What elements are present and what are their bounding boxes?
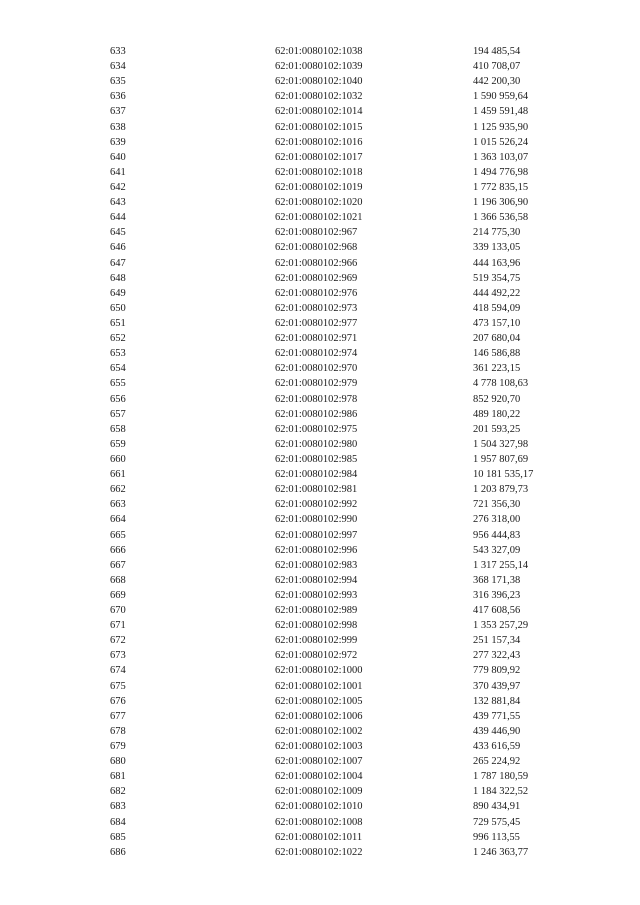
cadastral-number-cell: 62:01:0080102:996: [275, 544, 358, 556]
row-number-cell: 679: [110, 741, 126, 753]
table-row: [110, 44, 583, 59]
cadastral-number-cell: 62:01:0080102:1022: [275, 846, 363, 858]
table-row: [110, 286, 583, 301]
cadastral-number-cell: 62:01:0080102:1021: [275, 212, 363, 224]
table-row: [110, 573, 583, 588]
table-row: [110, 543, 583, 558]
cadastral-value-cell: 1 184 322,52: [473, 786, 529, 798]
cadastral-number-cell: 62:01:0080102:1003: [275, 741, 363, 753]
table-row: [110, 618, 583, 633]
cadastral-value-cell: 265 224,92: [473, 756, 521, 768]
cadastral-value-cell: 890 434,91: [473, 801, 521, 813]
cadastral-value-cell: 1 459 591,48: [473, 106, 529, 118]
row-number-cell: 667: [110, 559, 126, 571]
cadastral-value-cell: 1 494 776,98: [473, 166, 529, 178]
table-row: [110, 376, 583, 391]
cadastral-number-cell: 62:01:0080102:973: [275, 302, 358, 314]
row-number-cell: 646: [110, 242, 126, 254]
row-number-cell: 636: [110, 91, 126, 103]
cadastral-value-cell: 1 590 959,64: [473, 91, 529, 103]
cadastral-number-cell: 62:01:0080102:1007: [275, 756, 363, 768]
table-row: [110, 482, 583, 497]
cadastral-value-cell: 146 586,88: [473, 348, 521, 360]
row-number-cell: 640: [110, 151, 126, 163]
row-number-cell: 665: [110, 529, 126, 541]
table-row: [110, 407, 583, 422]
row-number-cell: 645: [110, 227, 126, 239]
cadastral-value-cell: 996 113,55: [473, 831, 520, 843]
cadastral-number-cell: 62:01:0080102:971: [275, 333, 358, 345]
cadastral-value-cell: 277 322,43: [473, 650, 521, 662]
row-number-cell: 661: [110, 469, 126, 481]
cadastral-number-cell: 62:01:0080102:1039: [275, 61, 363, 73]
cadastral-number-cell: 62:01:0080102:986: [275, 408, 358, 420]
table-row: [110, 588, 583, 603]
table-row: [110, 512, 583, 527]
row-number-cell: 658: [110, 423, 126, 435]
table-row: [110, 256, 583, 271]
row-number-cell: 651: [110, 317, 126, 329]
cadastral-number-cell: 62:01:0080102:970: [275, 363, 358, 375]
table-row: [110, 104, 583, 119]
row-number-cell: 657: [110, 408, 126, 420]
row-number-cell: 670: [110, 605, 126, 617]
cadastral-number-cell: 62:01:0080102:998: [275, 620, 358, 632]
cadastral-value-cell: 194 485,54: [473, 46, 521, 57]
cadastral-number-cell: 62:01:0080102:1006: [275, 710, 363, 722]
cadastral-value-cell: 956 444,83: [473, 529, 521, 541]
cadastral-value-cell: 779 809,92: [473, 665, 521, 677]
cadastral-number-cell: 62:01:0080102:983: [275, 559, 358, 571]
table-row: [110, 74, 583, 89]
row-number-cell: 649: [110, 287, 126, 299]
cadastral-number-cell: 62:01:0080102:969: [275, 272, 358, 284]
cadastral-number-cell: 62:01:0080102:967: [275, 227, 358, 239]
table-row: [110, 316, 583, 331]
table-row: [110, 59, 583, 74]
cadastral-number-cell: 62:01:0080102:993: [275, 589, 358, 601]
cadastral-number-cell: 62:01:0080102:1010: [275, 801, 363, 813]
row-number-cell: 674: [110, 665, 126, 677]
row-number-cell: 663: [110, 499, 126, 511]
cadastral-number-cell: 62:01:0080102:984: [275, 469, 358, 481]
row-number-cell: 638: [110, 121, 126, 133]
cadastral-value-cell: 1 196 306,90: [473, 197, 529, 209]
table-row: [110, 724, 583, 739]
row-number-cell: 659: [110, 438, 126, 450]
cadastral-value-cell: 339 133,05: [473, 242, 521, 254]
row-number-cell: 637: [110, 106, 126, 118]
cadastral-value-cell: 418 594,09: [473, 302, 521, 314]
cadastral-value-cell: 1 353 257,29: [473, 620, 529, 632]
row-number-cell: 680: [110, 756, 126, 768]
cadastral-number-cell: 62:01:0080102:975: [275, 423, 358, 435]
row-number-cell: 678: [110, 725, 126, 737]
cadastral-value-cell: 852 920,70: [473, 393, 521, 405]
cadastral-value-cell: 1 363 103,07: [473, 151, 529, 163]
cadastral-number-cell: 62:01:0080102:1001: [275, 680, 363, 692]
row-number-cell: 686: [110, 846, 126, 858]
row-number-cell: 683: [110, 801, 126, 813]
cadastral-number-cell: 62:01:0080102:1000: [275, 665, 363, 677]
cadastral-value-cell: 1 504 327,98: [473, 438, 529, 450]
table-row: [110, 769, 583, 784]
table-row: [110, 392, 583, 407]
cadastral-value-table: [110, 44, 583, 860]
row-number-cell: 644: [110, 212, 126, 224]
cadastral-number-cell: 62:01:0080102:990: [275, 514, 358, 526]
cadastral-number-cell: 62:01:0080102:1004: [275, 771, 363, 783]
cadastral-number-cell: 62:01:0080102:1009: [275, 786, 363, 798]
table-row: [110, 709, 583, 724]
table-row: [110, 135, 583, 150]
cadastral-number-cell: 62:01:0080102:1032: [275, 91, 363, 103]
cadastral-value-cell: 276 318,00: [473, 514, 521, 526]
row-number-cell: 675: [110, 680, 126, 692]
cadastral-value-cell: 1 203 879,73: [473, 484, 529, 496]
cadastral-value-cell: 1 317 255,14: [473, 559, 529, 571]
table-row: [110, 210, 583, 225]
cadastral-value-cell: 729 575,45: [473, 816, 521, 828]
cadastral-number-cell: 62:01:0080102:980: [275, 438, 358, 450]
table-row: [110, 120, 583, 135]
table-row: [110, 754, 583, 769]
cadastral-value-cell: 316 396,23: [473, 589, 521, 601]
table-row: [110, 679, 583, 694]
cadastral-value-cell: 489 180,22: [473, 408, 521, 420]
cadastral-number-cell: 62:01:0080102:1018: [275, 166, 363, 178]
cadastral-number-cell: 62:01:0080102:974: [275, 348, 358, 360]
cadastral-value-cell: 251 157,34: [473, 635, 521, 647]
row-number-cell: 666: [110, 544, 126, 556]
table-row: [110, 165, 583, 180]
cadastral-value-cell: 1 787 180,59: [473, 771, 529, 783]
row-number-cell: 662: [110, 484, 126, 496]
table-row: [110, 467, 583, 482]
row-number-cell: 634: [110, 61, 126, 73]
cadastral-value-cell: 132 881,84: [473, 695, 521, 707]
row-number-cell: 668: [110, 574, 126, 586]
cadastral-number-cell: 62:01:0080102:1040: [275, 76, 363, 88]
cadastral-value-cell: 1 366 536,58: [473, 212, 529, 224]
cadastral-value-cell: 444 492,22: [473, 287, 521, 299]
cadastral-value-cell: 1 957 807,69: [473, 453, 529, 465]
cadastral-number-cell: 62:01:0080102:994: [275, 574, 358, 586]
row-number-cell: 654: [110, 363, 126, 375]
cadastral-value-cell: 721 356,30: [473, 499, 521, 511]
table-row: [110, 815, 583, 830]
row-number-cell: 648: [110, 272, 126, 284]
row-number-cell: 647: [110, 257, 126, 269]
table-row: [110, 799, 583, 814]
cadastral-value-cell: 201 593,25: [473, 423, 521, 435]
table-row: [110, 180, 583, 195]
table-row: [110, 150, 583, 165]
table-row: [110, 497, 583, 512]
row-number-cell: 684: [110, 816, 126, 828]
cadastral-value-cell: 442 200,30: [473, 76, 521, 88]
table-row: [110, 845, 583, 860]
cadastral-number-cell: 62:01:0080102:1011: [275, 831, 363, 843]
table-row: [110, 225, 583, 240]
row-number-cell: 671: [110, 620, 126, 632]
cadastral-number-cell: 62:01:0080102:979: [275, 378, 358, 390]
table-row: [110, 558, 583, 573]
cadastral-number-cell: 62:01:0080102:1015: [275, 121, 363, 133]
table-row: [110, 422, 583, 437]
cadastral-number-cell: 62:01:0080102:981: [275, 484, 358, 496]
table-row: [110, 271, 583, 286]
row-number-cell: 656: [110, 393, 126, 405]
cadastral-value-cell: 543 327,09: [473, 544, 521, 556]
cadastral-value-cell: 214 775,30: [473, 227, 521, 239]
cadastral-value-cell: 410 708,07: [473, 61, 521, 73]
table-row: [110, 603, 583, 618]
cadastral-number-cell: 62:01:0080102:1038: [275, 46, 363, 57]
row-number-cell: 677: [110, 710, 126, 722]
cadastral-number-cell: 62:01:0080102:1017: [275, 151, 363, 163]
table-row: [110, 437, 583, 452]
row-number-cell: 685: [110, 831, 126, 843]
cadastral-number-cell: 62:01:0080102:1019: [275, 181, 363, 193]
table-row: [110, 648, 583, 663]
table-row: [110, 331, 583, 346]
cadastral-number-cell: 62:01:0080102:1008: [275, 816, 363, 828]
cadastral-value-cell: 370 439,97: [473, 680, 521, 692]
row-number-cell: 643: [110, 197, 126, 209]
row-number-cell: 635: [110, 76, 126, 88]
table-row: [110, 694, 583, 709]
row-number-cell: 664: [110, 514, 126, 526]
table-row: [110, 89, 583, 104]
cadastral-number-cell: 62:01:0080102:999: [275, 635, 358, 647]
cadastral-number-cell: 62:01:0080102:976: [275, 287, 358, 299]
table-row: [110, 830, 583, 845]
cadastral-value-cell: 361 223,15: [473, 363, 521, 375]
cadastral-number-cell: 62:01:0080102:1002: [275, 725, 363, 737]
cadastral-value-cell: 4 778 108,63: [473, 378, 529, 390]
row-number-cell: 655: [110, 378, 126, 390]
cadastral-value-cell: 1 772 835,15: [473, 181, 529, 193]
row-number-cell: 676: [110, 695, 126, 707]
table-body: [110, 44, 583, 860]
cadastral-value-cell: 444 163,96: [473, 257, 521, 269]
cadastral-number-cell: 62:01:0080102:997: [275, 529, 358, 541]
cadastral-number-cell: 62:01:0080102:968: [275, 242, 358, 254]
row-number-cell: 633: [110, 46, 126, 57]
row-number-cell: 673: [110, 650, 126, 662]
table-row: [110, 361, 583, 376]
cadastral-number-cell: 62:01:0080102:989: [275, 605, 358, 617]
cadastral-value-cell: 1 246 363,77: [473, 846, 529, 858]
cadastral-number-cell: 62:01:0080102:978: [275, 393, 358, 405]
row-number-cell: 652: [110, 333, 126, 345]
table-row: [110, 784, 583, 799]
cadastral-number-cell: 62:01:0080102:1014: [275, 106, 363, 118]
cadastral-value-cell: 439 771,55: [473, 710, 521, 722]
table-row: [110, 663, 583, 678]
table-row: [110, 739, 583, 754]
row-number-cell: 639: [110, 136, 126, 148]
table-row: [110, 633, 583, 648]
cadastral-number-cell: 62:01:0080102:972: [275, 650, 358, 662]
table-row: [110, 301, 583, 316]
row-number-cell: 642: [110, 181, 126, 193]
table-row: [110, 346, 583, 361]
row-number-cell: 653: [110, 348, 126, 360]
cadastral-value-cell: 10 181 535,17: [473, 469, 534, 481]
row-number-cell: 682: [110, 786, 126, 798]
cadastral-value-cell: 417 608,56: [473, 605, 521, 617]
row-number-cell: 672: [110, 635, 126, 647]
row-number-cell: 669: [110, 589, 126, 601]
table-row: [110, 528, 583, 543]
table-row: [110, 452, 583, 467]
table-row: [110, 195, 583, 210]
cadastral-value-cell: 1 015 526,24: [473, 136, 529, 148]
cadastral-value-cell: 207 680,04: [473, 333, 521, 345]
cadastral-value-cell: 439 446,90: [473, 725, 521, 737]
cadastral-number-cell: 62:01:0080102:985: [275, 453, 358, 465]
cadastral-number-cell: 62:01:0080102:1005: [275, 695, 363, 707]
row-number-cell: 650: [110, 302, 126, 314]
cadastral-number-cell: 62:01:0080102:992: [275, 499, 358, 511]
cadastral-number-cell: 62:01:0080102:1016: [275, 136, 363, 148]
cadastral-value-cell: 519 354,75: [473, 272, 521, 284]
cadastral-value-cell: 473 157,10: [473, 317, 521, 329]
row-number-cell: 681: [110, 771, 126, 783]
cadastral-number-cell: 62:01:0080102:966: [275, 257, 358, 269]
cadastral-number-cell: 62:01:0080102:977: [275, 317, 358, 329]
row-number-cell: 660: [110, 453, 126, 465]
cadastral-value-cell: 1 125 935,90: [473, 121, 529, 133]
row-number-cell: 641: [110, 166, 126, 178]
cadastral-value-cell: 368 171,38: [473, 574, 521, 586]
cadastral-value-cell: 433 616,59: [473, 741, 521, 753]
cadastral-number-cell: 62:01:0080102:1020: [275, 197, 363, 209]
table-row: [110, 240, 583, 255]
